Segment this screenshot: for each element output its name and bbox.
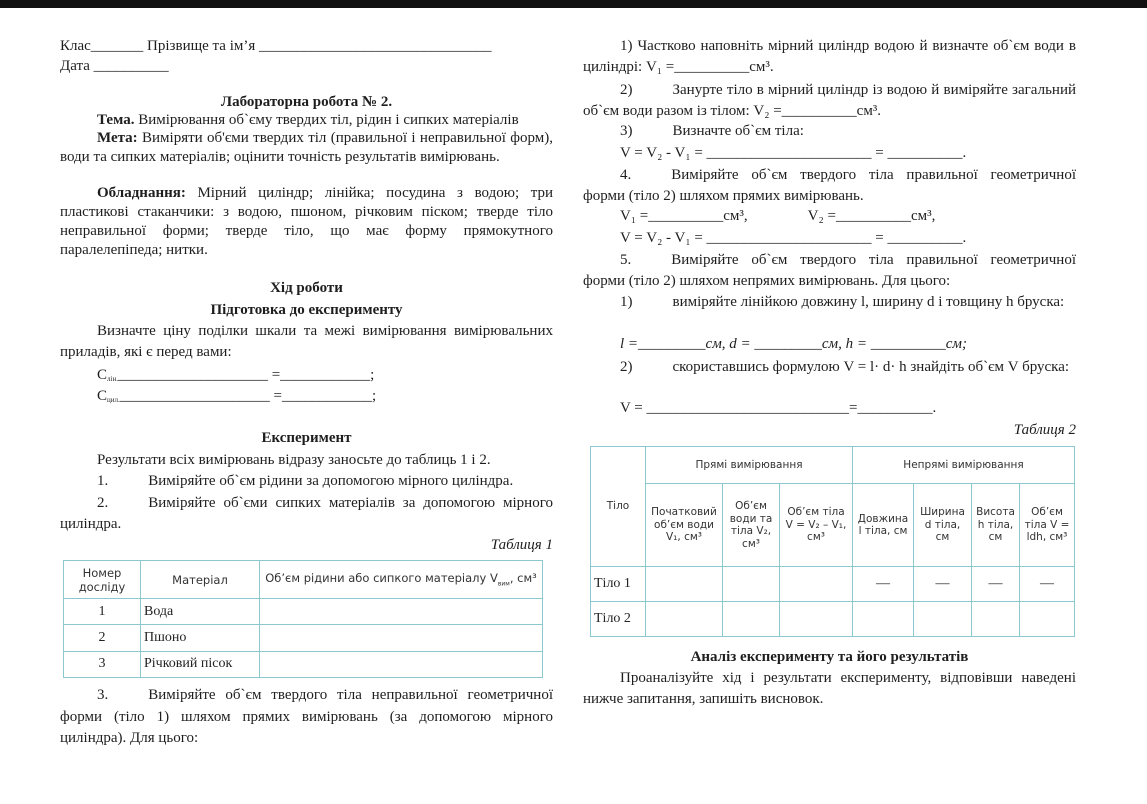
table2-group-row	[591, 447, 1075, 484]
cell[interactable]	[853, 602, 914, 637]
c-ruler-sub: лін.	[107, 375, 118, 383]
table1-caption: Таблиця 1	[490, 537, 553, 553]
cell: —	[1020, 567, 1075, 602]
row-num: 3	[64, 651, 141, 677]
class-name-line: Клас_______ Прізвище та ім’я _______________________________	[60, 38, 492, 54]
volume-label: Об’єм рідини або сипкого матеріалу V	[265, 571, 498, 586]
cell[interactable]	[914, 602, 972, 637]
cell[interactable]	[646, 567, 723, 602]
table1-header-num: Номер досліду	[64, 561, 141, 599]
measure-2-num: 2)	[620, 359, 633, 375]
col-width: Ширина d тіла, см	[914, 484, 972, 567]
analysis-heading: Аналіз експерименту та його результатів	[690, 649, 969, 665]
c-cylinder-sub: цил.	[107, 396, 120, 404]
step-4-values	[583, 207, 1076, 226]
prep-text: Визначте ціну поділки шкали та межі вимірювання вимірювальних приладів, які є перед вами:	[60, 323, 553, 361]
measure-1-values: l =_________см, d = _________см, h = __________см;	[620, 336, 967, 352]
step-2	[60, 493, 553, 536]
step-5	[583, 250, 1076, 293]
measure-2-text: скориставшись формулою V = l· d· h знайдіть об`єм V бруска:	[672, 359, 1070, 375]
cell[interactable]	[1020, 602, 1075, 637]
row-material: Пшоно	[141, 625, 260, 651]
step-4-v1: V₁ =__________см³,	[620, 208, 748, 224]
col-volume-ldh: Об’єм тіла V = ldh, см³	[1020, 484, 1075, 567]
col-water-body-volume: Об’єм води та тіла V₂, см³	[723, 484, 780, 567]
table-row	[591, 567, 1075, 602]
step-1-num: 1.	[97, 473, 109, 489]
substep-1: 1) Частково наповніть мірний циліндр водою й визначте об`єм води в циліндрі: V₁ =__________см³.	[583, 38, 1076, 76]
topic-paragraph	[60, 111, 553, 130]
step-2-text: Виміряйте об`єми сипких матеріалів за допомогою мірного циліндра.	[60, 495, 553, 533]
substep-3-text: Визначте об`єм тіла:	[672, 123, 804, 139]
progress-heading: Хід роботи	[270, 280, 343, 296]
table1-header-row	[64, 561, 543, 599]
step-5-num: 5.	[620, 252, 632, 268]
topic-label: Тема.	[97, 112, 135, 128]
table-row	[591, 602, 1075, 637]
cell[interactable]	[780, 567, 853, 602]
table-1	[63, 560, 543, 678]
cell[interactable]	[723, 567, 780, 602]
table2-caption: Таблиця 2	[1013, 422, 1076, 438]
step-1	[60, 472, 553, 491]
cell: —	[853, 567, 914, 602]
cell[interactable]	[646, 602, 723, 637]
substep-3	[583, 122, 1076, 141]
row-material: Вода	[141, 599, 260, 625]
row-num: 1	[64, 599, 141, 625]
substep-3-formula: V = V₂ - V₁ = ______________________ = __________.	[620, 145, 967, 161]
col-initial-volume: Початковий об’єм води V₁, см³	[646, 484, 723, 567]
top-bar	[0, 0, 1147, 8]
equipment-label: Обладнання:	[97, 185, 186, 201]
measure-1	[583, 292, 1076, 313]
equipment-text: Мірний циліндр; лінійка; посудина з водою; три пластикові стаканчики: з водою, пшоном, річковим піском; тверде тіло неправильної форми; тверде тіло, що має форму прямокутного паралелепіпеда; нитки.	[60, 185, 553, 258]
row-label: Тіло 2	[591, 602, 646, 637]
table-row	[64, 599, 543, 625]
lab-title: Лабораторна робота № 2.	[220, 94, 393, 110]
analysis-text: Проаналізуйте хід і результати експерименту, відповівши наведені нижче запитання, запишіть висновок.	[583, 670, 1076, 708]
table1-header-volume	[260, 561, 543, 599]
c-ruler-blank: ____________________ =____________;	[117, 367, 375, 383]
step-3-num: 3.	[97, 687, 109, 703]
volume-sub: вим	[497, 580, 510, 588]
step-1-text: Виміряйте об`єм рідини за допомогою мірного циліндра.	[148, 473, 514, 489]
table2-header-row	[591, 484, 1075, 567]
step-4	[583, 165, 1076, 208]
volume-unit: , см³	[509, 571, 537, 586]
step-4-text: Виміряйте об`єм твердого тіла правильної геометричної форми (тіло 2) шляхом прямих вимірювань.	[583, 167, 1076, 205]
table-row	[64, 651, 543, 677]
row-label: Тіло 1	[591, 567, 646, 602]
substep-2-text: Занурте тіло в мірний циліндр із водою й виміряйте загальний об`єм води разом із тілом: V₂ =__________см³.	[583, 82, 1076, 120]
measure-2	[583, 357, 1076, 378]
cell[interactable]	[723, 602, 780, 637]
substep-2-num: 2)	[620, 82, 633, 98]
step-3-text: Виміряйте об`єм твердого тіла неправильної геометричної форми (тіло 1) шляхом прямих вимірювань (за допомогою мірного циліндра). Для цього:	[60, 687, 553, 747]
col-height: Висота h тіла, см	[972, 484, 1020, 567]
cell: —	[914, 567, 972, 602]
table2-group-indirect: Непрямі вимірювання	[853, 447, 1075, 484]
measure-1-text: виміряйте лінійкою довжину l, ширину d і товщину h бруска:	[672, 294, 1065, 310]
prep-heading: Підготовка до експерименту	[210, 302, 403, 318]
step-4-formula: V = V₂ - V₁ = ______________________ = __________.	[620, 230, 967, 246]
c-ruler-line: $C_{лін.}\_\_\_\_\_\_\_\_\_\_\_\_\_\_\_\_\_\_\_\_$ =____________;	[97, 367, 375, 383]
experiment-heading: Експеримент	[261, 430, 352, 446]
row-volume-cell[interactable]	[260, 599, 543, 625]
table1-header-material: Матеріал	[141, 561, 260, 599]
cell: —	[972, 567, 1020, 602]
measure-2-formula: V = ___________________________=__________.	[620, 400, 937, 416]
row-volume-cell[interactable]	[260, 651, 543, 677]
topic-text: Вимірювання об`єму твердих тіл, рідин і сипких матеріалів	[134, 112, 519, 128]
c-cylinder-blank: ____________________ =____________;	[119, 388, 377, 404]
step-4-v2: V₂ =__________см³,	[807, 208, 936, 224]
goal-paragraph	[60, 129, 553, 166]
substep-2	[583, 80, 1076, 123]
step-4-num: 4.	[620, 167, 632, 183]
row-num: 2	[64, 625, 141, 651]
substep-3-num: 3)	[620, 123, 633, 139]
equipment-paragraph	[60, 184, 553, 260]
row-material: Річковий пісок	[141, 651, 260, 677]
experiment-text: Результати всіх вимірювань відразу заносьте до таблиць 1 і 2.	[97, 452, 491, 468]
c-cylinder-line: $C_{цил.}\_\_\_\_\_\_\_\_\_\_\_\_\_\_\_\_\_\_\_\_$ =____________;	[97, 388, 377, 404]
col-body-volume: Об’єм тіла V = V₂ – V₁, см³	[780, 484, 853, 567]
step-5-text: Виміряйте об`єм твердого тіла правильної геометричної форми (тіло 2) шляхом непрямих вимірювань. Для цього:	[583, 252, 1076, 290]
col-length: Довжина l тіла, см	[853, 484, 914, 567]
table2-header-body: Тіло	[591, 447, 646, 567]
goal-text: Виміряти об'єми твердих тіл (правильної і неправильної форм), води та сипких матеріалів; оцінити точність результатів вимірювань.	[60, 130, 553, 165]
date-line: Дата __________	[60, 58, 169, 74]
cell[interactable]	[780, 602, 853, 637]
step-2-num: 2.	[97, 495, 109, 511]
row-volume-cell[interactable]	[260, 625, 543, 651]
table2-group-direct: Прямі вимірювання	[646, 447, 853, 484]
table-2	[590, 446, 1075, 637]
cell[interactable]	[972, 602, 1020, 637]
table-row	[64, 625, 543, 651]
measure-1-num: 1)	[620, 294, 633, 310]
step-3	[60, 685, 553, 750]
goal-label: Мета:	[97, 130, 138, 146]
